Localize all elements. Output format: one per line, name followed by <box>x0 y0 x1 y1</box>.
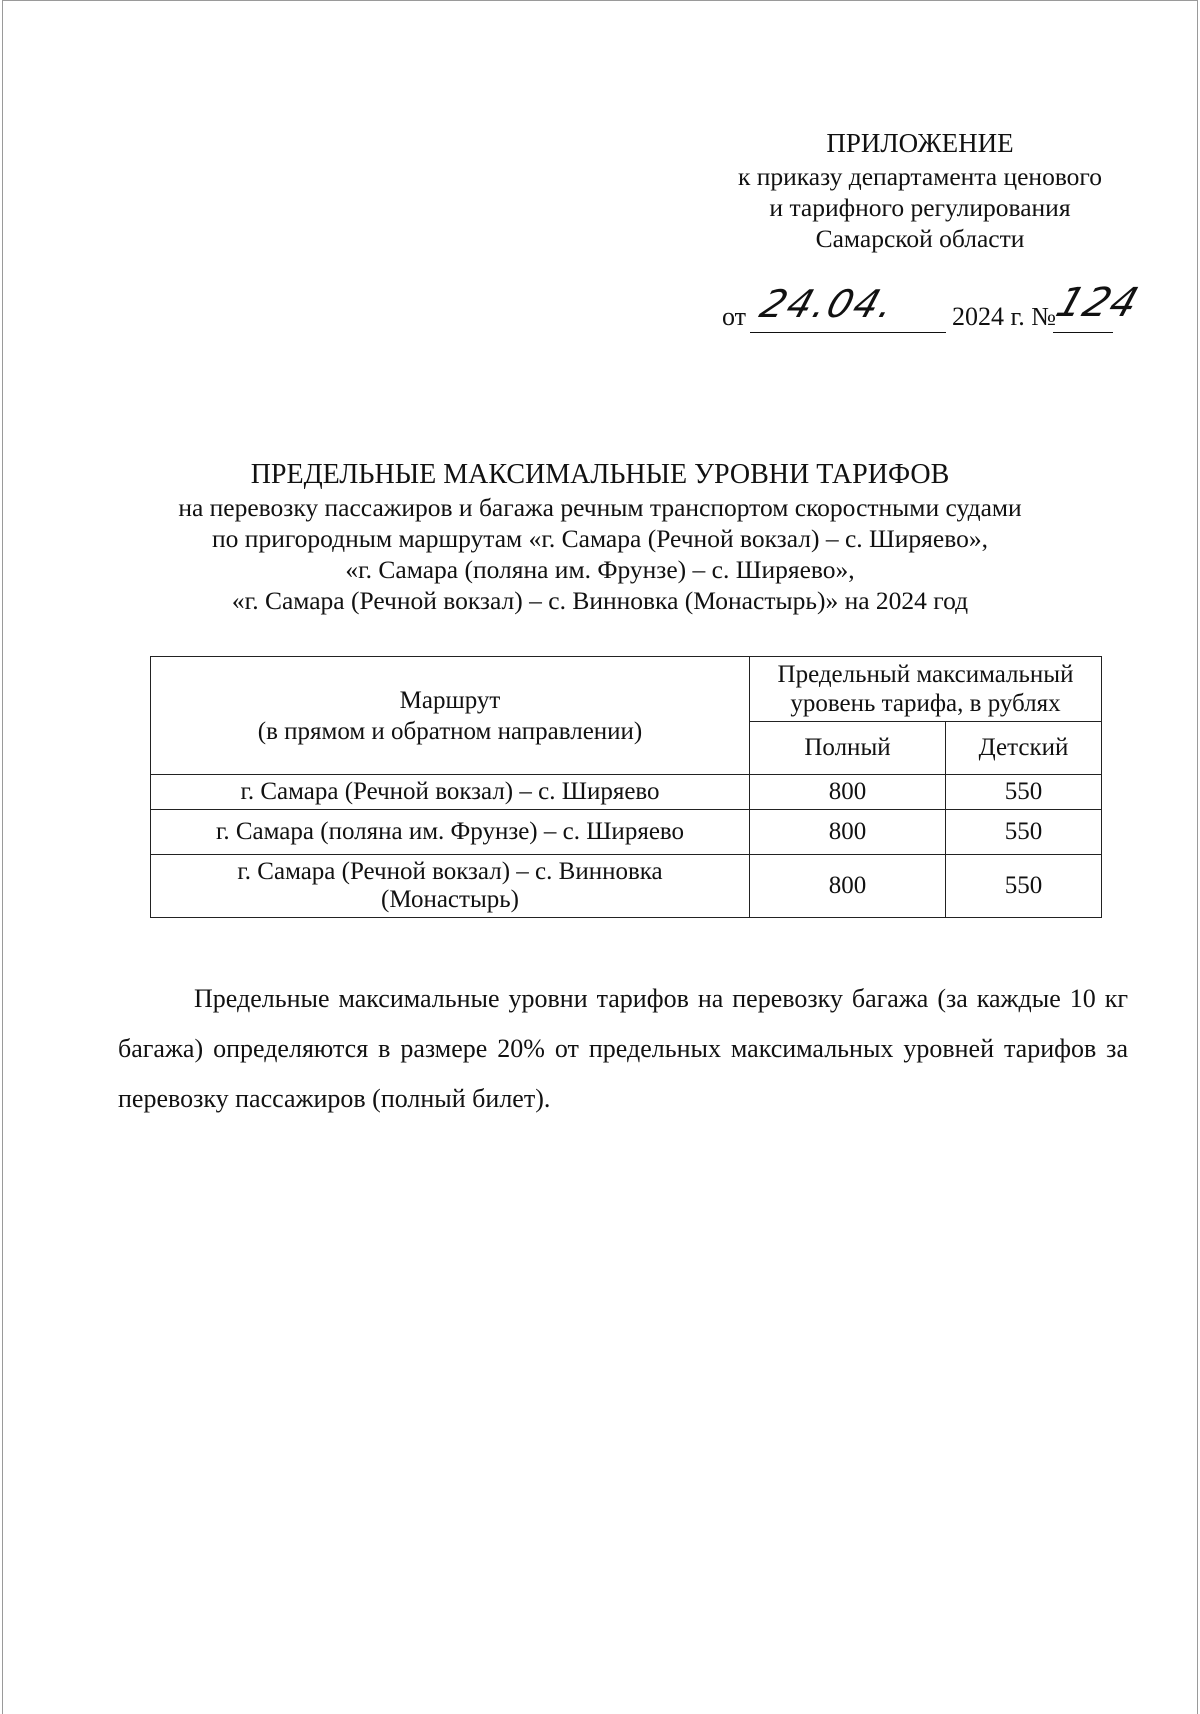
heading-line: «г. Самара (Речной вокзал) – с. Винновка (Монастырь)» на 2024 год <box>231 586 969 615</box>
order-prefix: от <box>722 302 747 331</box>
date-underline <box>750 332 946 333</box>
handwritten-date: 24.04. <box>754 282 903 326</box>
heading-title: ПРЕДЕЛЬНЫЕ МАКСИМАЛЬНЫЕ УРОВНИ ТАРИФОВ <box>250 459 950 490</box>
route-header-line: Маршрут <box>399 686 501 714</box>
tariff-header <box>750 657 1102 722</box>
child-fare-cell: 550 <box>946 810 1102 855</box>
full-fare-header: Полный <box>750 722 946 775</box>
full-fare-cell: 800 <box>750 810 946 855</box>
full-fare-cell: 800 <box>750 855 946 918</box>
order-year: 2024 г. № <box>952 302 1057 331</box>
route-header-line: (в прямом и обратном направлении) <box>257 717 643 745</box>
table-row <box>151 775 1102 810</box>
route-cell: г. Самара (поляна им. Фрунзе) – с. Ширяево <box>151 810 750 855</box>
tariff-table <box>150 656 1102 918</box>
appendix-line: Самарской области <box>815 224 1025 253</box>
document-heading <box>90 458 1110 616</box>
appendix-title: ПРИЛОЖЕНИЕ <box>826 128 1014 158</box>
route-cell <box>151 855 750 918</box>
heading-line: по пригородным маршрутам «г. Самара (Речной вокзал) – с. Ширяево», <box>212 524 988 553</box>
table-row <box>151 810 1102 855</box>
full-fare-cell: 800 <box>750 775 946 810</box>
heading-line: «г. Самара (поляна им. Фрунзе) – с. Ширяево», <box>345 555 855 584</box>
body-paragraph: Предельные максимальные уровни тарифов на перевозку багажа (за каждые 10 кг багажа) определяются в размере 20% от предельных максимальных уровней тарифов за перевозку пассажиров (полный билет). <box>118 984 1128 1113</box>
tariff-header-line: Предельный максимальный <box>777 661 1074 688</box>
number-underline <box>1053 332 1113 333</box>
child-fare-cell: 550 <box>946 855 1102 918</box>
heading-line: на перевозку пассажиров и багажа речным транспортом скоростными судами <box>178 493 1022 522</box>
route-cell: г. Самара (Речной вокзал) – с. Ширяево <box>151 775 750 810</box>
table-row <box>151 855 1102 918</box>
appendix-block <box>690 128 1150 254</box>
route-line: (Монастырь) <box>381 886 519 913</box>
route-line: г. Самара (Речной вокзал) – с. Винновка <box>237 858 663 885</box>
handwritten-number: 124 <box>1050 280 1145 326</box>
appendix-line: к приказу департамента ценового <box>737 162 1103 191</box>
appendix-line: и тарифного регулирования <box>769 193 1071 222</box>
child-fare-cell: 550 <box>946 775 1102 810</box>
route-header <box>151 657 750 775</box>
child-fare-header: Детский <box>946 722 1102 775</box>
tariff-header-line: уровень тарифа, в рублях <box>790 690 1061 717</box>
order-date-number <box>722 282 1192 342</box>
